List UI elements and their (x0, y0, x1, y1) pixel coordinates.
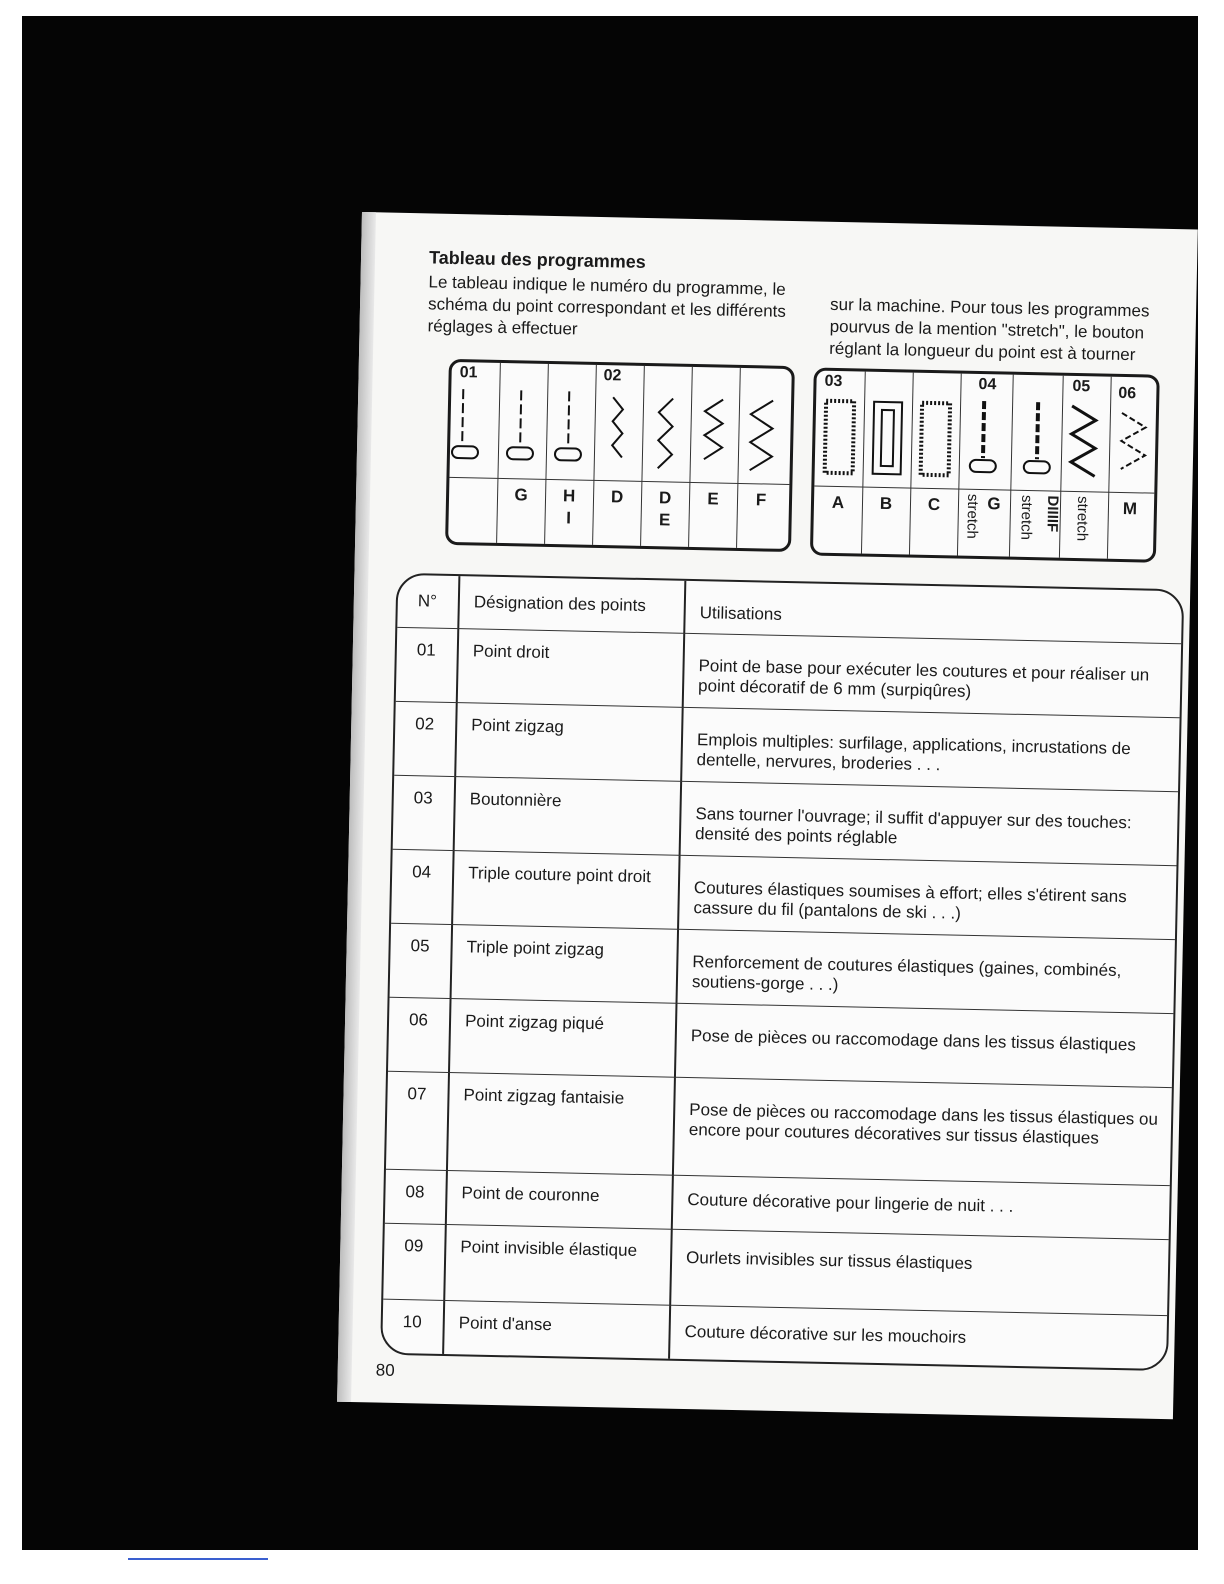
intro-text-col2: sur la machine. Pour tous les programmes pourvus de la mention "stretch", le bouton réglant la longueur du point est à tourner (829, 294, 1150, 365)
row-utilisation: Sans tourner l'ouvrage; il suffit d'appuyer sur des touches: densité des points réglable (694, 804, 1132, 848)
row-number: 08 (405, 1182, 425, 1202)
program-label-06: 06 (1118, 384, 1137, 403)
program-label-04: 04 (978, 375, 997, 394)
row-designation: Point zigzag (471, 715, 565, 737)
intro-text-col1: Le tableau indique le numéro du programme, le schéma du point correspondant et les différents réglages à effectuer (427, 272, 787, 339)
stitch-schematics-left (450, 384, 792, 481)
program-label-02: 02 (603, 367, 622, 385)
row-utilisation: Coutures élastiques soumises à effort; elles s'étirent sans cassure du fil (pantalons de ski . . .) (693, 878, 1127, 923)
page-number: 80 (375, 1360, 395, 1380)
letter-F: F (755, 490, 767, 510)
row-utilisation: Point de base pour exécuter les coutures et pour réaliser un point décoratif de 6 mm (surpiqûres) (697, 656, 1150, 701)
header-no: N° (417, 591, 438, 611)
row-designation: Point droit (472, 641, 550, 663)
row-designation: Triple point zigzag (466, 937, 605, 960)
row-designation: Point zigzag fantaisie (463, 1085, 625, 1108)
letter-I: I (566, 508, 572, 528)
letters-DIIIIF: DIIIIF (1043, 495, 1062, 533)
letter-C: C (927, 494, 941, 515)
row-utilisation: Couture décorative sur les mouchoirs (684, 1322, 967, 1347)
row-number: 10 (402, 1312, 422, 1332)
row-number: 01 (416, 640, 436, 660)
stretch-label-05: stretch (1073, 495, 1092, 542)
programs-table (380, 573, 1184, 1371)
letter-E-sub: E (658, 510, 671, 530)
letter-B: B (879, 493, 893, 514)
scan-edge-line (128, 1558, 268, 1560)
letter-A: A (831, 492, 845, 513)
section-title: Tableau des programmes (428, 247, 646, 272)
row-number: 06 (408, 1010, 429, 1030)
row-utilisation: Emplois multiples: surfilage, applications, incrustations de dentelle, nervures, broderies . . . (696, 730, 1131, 775)
letter-M: M (1122, 499, 1138, 519)
row-number: 03 (413, 788, 433, 808)
program-label-01: 01 (459, 364, 478, 382)
row-designation: Point invisible élastique (460, 1237, 638, 1260)
letter-H: H (562, 486, 576, 506)
row-number: 09 (404, 1236, 424, 1256)
row-designation: Triple couture point droit (467, 863, 652, 887)
row-designation: Point de couronne (461, 1183, 600, 1206)
header-utilisations: Utilisations (699, 603, 783, 624)
table-row (386, 1071, 1172, 1186)
row-designation: Point d'anse (458, 1313, 552, 1335)
stitch-diagram-left (445, 359, 795, 552)
letter-G: G (514, 485, 528, 505)
manual-page (337, 212, 1198, 1419)
row-utilisation: Renforcement de coutures élastiques (gaines, combinés, soutiens-gorge . . .) (691, 952, 1122, 995)
letter-D: D (610, 487, 624, 507)
row-designation: Point zigzag piqué (464, 1011, 605, 1034)
row-designation: Boutonnière (469, 789, 562, 811)
row-number: 07 (407, 1084, 427, 1104)
row-utilisation: Ourlets invisibles sur tissus élastiques (685, 1248, 973, 1274)
letter-E: E (707, 489, 719, 509)
row-utilisation: Pose de pièces ou raccomodage dans les tissus élastiques (690, 1026, 1137, 1055)
row-number: 02 (415, 714, 435, 734)
row-number: 05 (410, 936, 430, 956)
letter-D-2: D (658, 488, 672, 508)
letter-G-right: G (987, 494, 1001, 514)
stitch-diagram-right (810, 367, 1160, 562)
row-utilisation: Couture décorative pour lingerie de nuit . . . (687, 1190, 1014, 1216)
row-number: 04 (411, 862, 432, 882)
header-designation: Désignation des points (473, 592, 647, 616)
row-utilisation: Pose de pièces ou raccomodage dans les tissus élastiques ou encore pour coutures décoratives sur tissus élastiques (688, 1100, 1159, 1148)
stitch-schematics-right (814, 393, 1156, 492)
program-label-05: 05 (1072, 377, 1091, 396)
stretch-label-04: stretch (963, 493, 982, 540)
stretch-label-04b: stretch (1017, 494, 1036, 541)
program-label-03: 03 (824, 372, 843, 391)
